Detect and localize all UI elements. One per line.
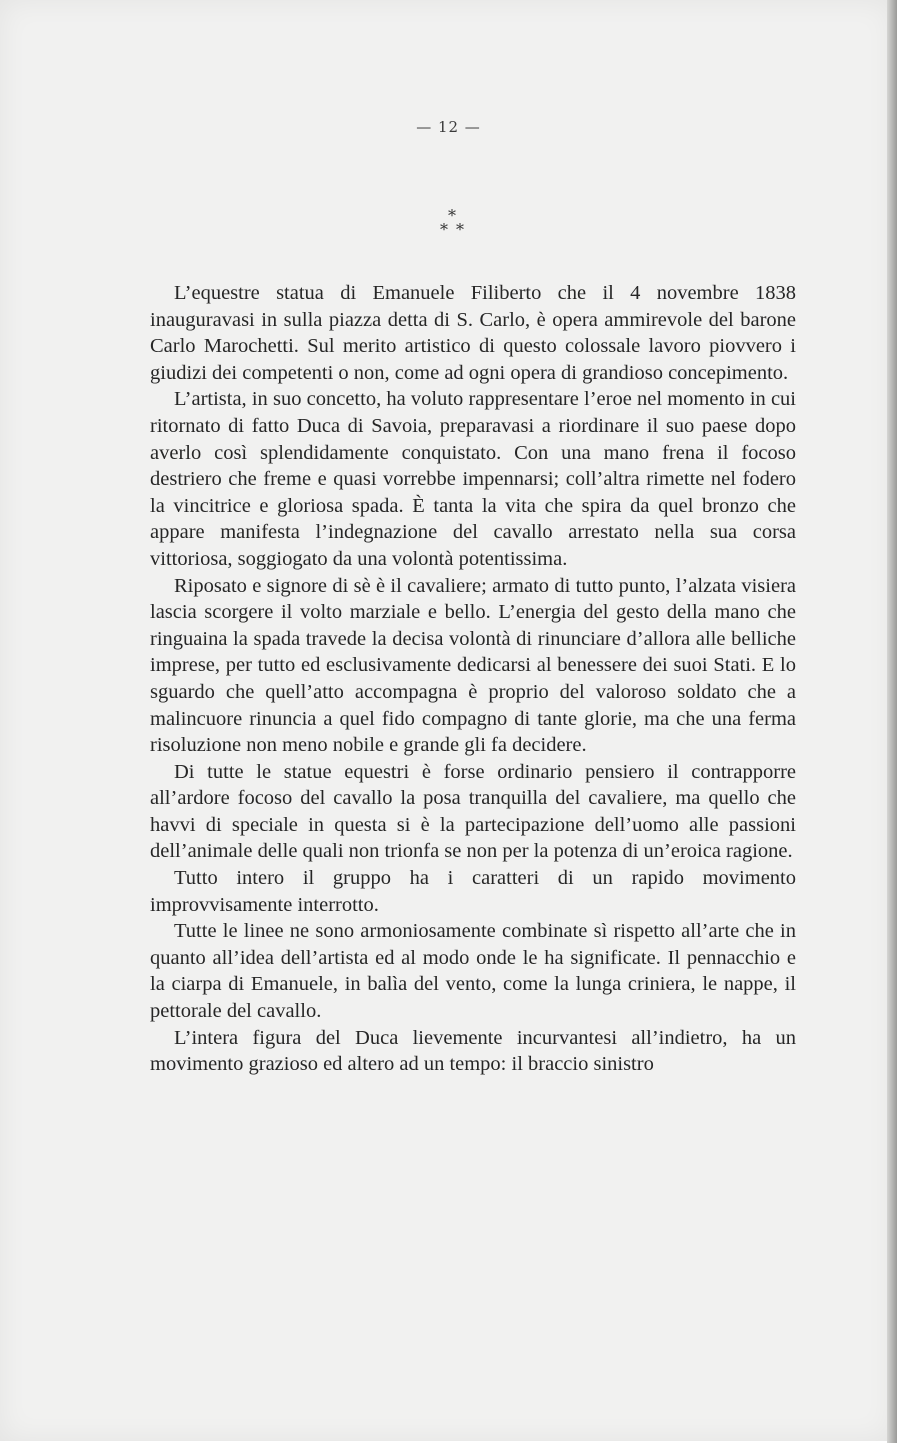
asterisk-top: * [448,206,456,225]
paragraph: Riposato e signore di sè è il cavaliere; armato di tutto punto, l’alzata visiera lascia scorgere il volto marziale e bello. L’energia del gesto della mano che ringuaina la spada travede la decisa volontà di rinunciare d’allora alle belliche imprese, per tutto ed esclusivamente dedicarsi al benessere dei suoi Stati. E lo sguardo che quell’atto accompagna è proprio del valoroso soldato che a malincuore rinuncia a quel fido compagno di tante glorie, ma che una ferma risoluzione non meno nobile e grande gli fa decidere. [150,574,796,757]
page-edge-shadow [887,0,897,1443]
section-asterism [432,206,482,242]
paragraph: L’artista, in suo concetto, ha voluto rappresentare l’eroe nel momento in cui ritornato di fatto Duca di Savoia, preparavasi a riordinare il suo paese dopo averlo così splendidamente conquistato. Con una mano frena il focoso destriero che freme e quasi vorrebbe impennarsi; coll’altra rimette nel fodero la vincitrice e gloriosa spada. È tanta la vita che spira da quel bronzo che appare manifesta l’indegnazione del cavallo arrestato nella sua corsa vittoriosa, soggiogato da una volontà potentissima. [150,388,796,570]
paragraph: L’intera figura del Duca lievemente incurvantesi all’indietro, ha un movimento grazioso ed altero ad un tempo: il braccio sinistro [150,1026,796,1076]
paragraph: Tutte le linee ne sono armoniosamente combinate sì rispetto all’arte che in quanto all’idea dell’artista ed al modo onde le ha significate. Il pennacchio e la ciarpa di Emanuele, in balìa del vento, come la lunga criniera, le nappe, il pettorale del cavallo. [150,920,796,1023]
paragraph: L’equestre statua di Emanuele Filiberto che il 4 novembre 1838 inauguravasi in sulla piazza detta di S. Carlo, è opera ammirevole del barone Carlo Marochetti. Sul merito artistico di questo colossale lavoro piovvero i giudizi dei competenti o non, come ad ogni opera di grandioso concepimento. [150,282,796,384]
paragraph: Tutto intero il gruppo ha i caratteri di un rapido movimento improvvisamente interrotto. [150,867,796,916]
body-text [150,280,796,1078]
page-number: — 12 — [416,118,481,136]
paragraph: Di tutte le statue equestri è forse ordinario pensiero il contrapporre all’ardore focoso del cavallo la posa tranquilla del cavaliere, ma quello che havvi di speciale in questa si è la partecipazione dell’uomo alle passioni dell’animale delle quali non trionfa se non per la potenza di un’eroica ragione. [150,760,796,863]
asterisk-bottom-right: * [456,220,464,239]
asterisk-bottom-left: * [440,220,448,239]
